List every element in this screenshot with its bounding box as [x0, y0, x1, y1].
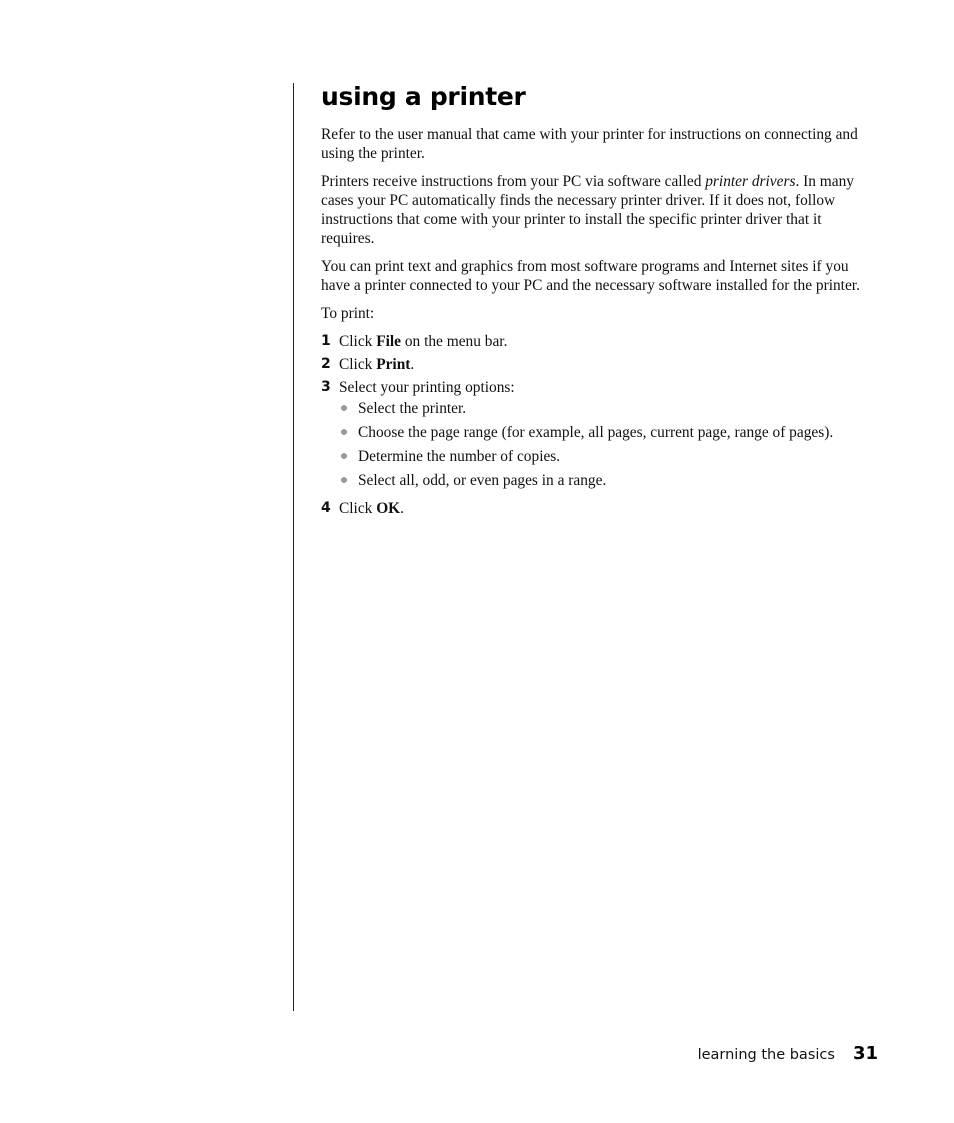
step-3 — [321, 378, 877, 495]
step-2 — [321, 355, 877, 374]
step-text: Select your printing options: — [339, 379, 515, 396]
step-text — [339, 332, 507, 351]
list-item-text: Select the printer. — [358, 400, 467, 417]
step-text-end: on the menu bar. — [401, 333, 508, 350]
footer-section-title: learning the basics — [697, 1047, 835, 1063]
term-printer-drivers: printer drivers — [705, 173, 796, 190]
page-number: 31 — [852, 1043, 878, 1064]
paragraph-drivers-end: . In many cases your PC automatically finds the necessary printer driver. If it does not, follow instructions that come with your printer to install the specific printer driver that it requires. — [321, 173, 854, 247]
bullet-icon — [339, 471, 358, 490]
ui-term-print: Print — [376, 356, 411, 373]
page-content — [321, 80, 877, 522]
paragraph-intro: Refer to the user manual that came with your printer for instructions on connecting and using the printer. — [321, 126, 858, 162]
step-number: 1 — [321, 333, 331, 349]
bullet-icon — [339, 447, 358, 466]
paragraph-drivers-start: Printers receive instructions from your PC via software called — [321, 173, 706, 190]
paragraph-print-sources: You can print text and graphics from most software programs and Internet sites if you have a printer connected to your PC and the necessary software installed for the printer. — [321, 258, 860, 294]
paragraph-to-print: To print: — [321, 305, 375, 322]
list-item — [339, 423, 877, 442]
step-text — [339, 499, 404, 518]
step-text-start: Click — [339, 333, 377, 350]
paragraph-drivers — [321, 172, 877, 248]
bullet-icon — [339, 423, 358, 442]
step-text-start: Click — [339, 500, 377, 517]
list-item — [339, 447, 877, 466]
ui-term-ok: OK — [376, 500, 401, 517]
margin-rule — [293, 83, 294, 1011]
list-item-text: Determine the number of copies. — [358, 448, 561, 465]
page-footer — [698, 1043, 878, 1064]
ui-term-file: File — [376, 333, 401, 350]
steps-list — [321, 332, 877, 518]
list-item — [339, 471, 877, 490]
step-text — [339, 355, 414, 374]
step-4 — [321, 499, 877, 518]
step-1 — [321, 332, 877, 351]
step-number: 2 — [321, 356, 331, 372]
list-item-text: Select all, odd, or even pages in a range. — [358, 472, 607, 489]
list-item — [339, 399, 877, 418]
printing-options-list — [321, 399, 877, 495]
list-item-text: Choose the page range (for example, all pages, current page, range of pages). — [358, 424, 834, 441]
page-title: using a printer — [321, 82, 526, 111]
step-number: 3 — [321, 379, 331, 395]
step-text-end: . — [410, 356, 415, 373]
step-text-end: . — [400, 500, 405, 517]
step-text-start: Click — [339, 356, 377, 373]
bullet-icon — [339, 399, 358, 418]
step-number: 4 — [321, 500, 331, 516]
